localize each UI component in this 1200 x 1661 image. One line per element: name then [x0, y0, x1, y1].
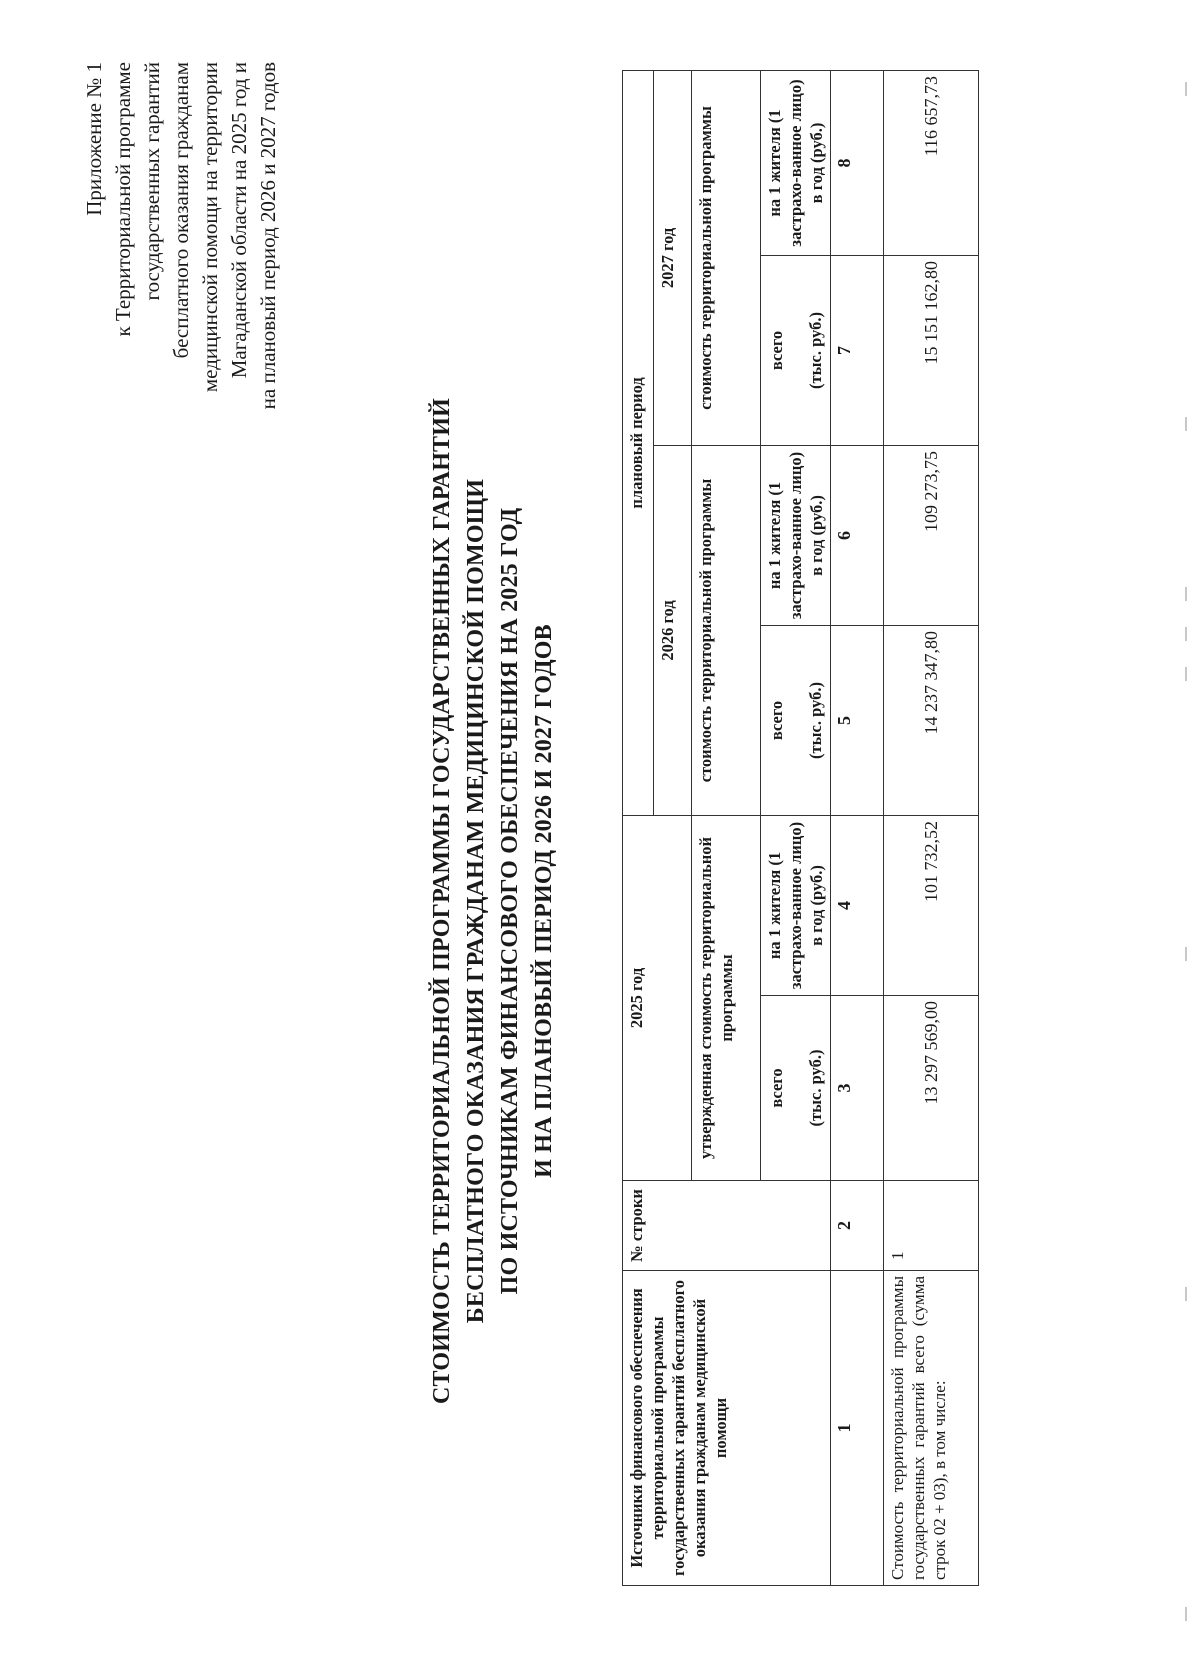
- title-line: ПО ИСТОЧНИКАМ ФИНАНСОВОГО ОБЕСПЕЧЕНИЯ НА 2025 ГОД: [497, 507, 523, 1295]
- header-total-2027: [761, 255, 831, 445]
- total-label: всего: [766, 330, 786, 371]
- header-row-1: [623, 70, 654, 1585]
- annex-line: бесплатного оказания гражданам: [169, 62, 193, 359]
- column-number: 1: [831, 1271, 884, 1586]
- column-number-row: [831, 70, 884, 1585]
- total-2026-cell: 14 237 347,80: [884, 625, 979, 815]
- header-total-2026: [761, 625, 831, 815]
- total-unit: (тыс. руб.): [805, 1049, 825, 1127]
- total-unit: (тыс. руб.): [805, 312, 825, 389]
- cost-table: [622, 70, 979, 1586]
- title-line: И НА ПЛАНОВЫЙ ПЕРИОД 2026 И 2027 ГОДОВ: [531, 624, 557, 1178]
- header-per-capita-2026: на 1 жителя (1 застрахо-ванное лицо) в год (руб.): [761, 445, 831, 625]
- header-approved-cost: утвержденная стоимость территориальной программы: [692, 815, 761, 1180]
- header-cost-2027: стоимость территориальной программы: [692, 70, 761, 445]
- total-label: всего: [766, 700, 786, 741]
- table-row: [884, 70, 979, 1585]
- per-capita-2026-cell: 109 273,75: [884, 445, 979, 625]
- row-label: Стоимость территориальной программы государственных гарантий всего (сумма строк 02 + 03), в том числе:: [884, 1271, 979, 1586]
- annex-note: [80, 62, 283, 702]
- annex-line: медицинской помощи на территории: [198, 62, 222, 393]
- total-2027-cell: 15 151 162,80: [884, 255, 979, 445]
- column-number: 2: [831, 1181, 884, 1271]
- total-unit: (тыс. руб.): [805, 682, 825, 759]
- total-label: всего: [766, 1068, 786, 1108]
- annex-line: к Территориальной программе: [111, 62, 135, 337]
- document-title: [425, 291, 561, 1511]
- annex-line: Приложение № 1: [82, 62, 106, 216]
- header-year-2027: 2027 год: [654, 70, 692, 445]
- title-line: СТОИМОСТЬ ТЕРРИТОРИАЛЬНОЙ ПРОГРАММЫ ГОСУДАРСТВЕННЫХ ГАРАНТИЙ: [429, 397, 455, 1405]
- title-line: БЕСПЛАТНОГО ОКАЗАНИЯ ГРАЖДАНАМ МЕДИЦИНСКОЙ ПОМОЩИ: [463, 478, 489, 1324]
- column-number: 5: [831, 625, 884, 815]
- header-sources: Источники финансового обеспечения территориальной программы государственных гарантий бесплатного оказания гражданам медицинской помощи: [623, 1271, 831, 1586]
- column-number: 4: [831, 815, 884, 995]
- header-planning-period: плановый период: [623, 70, 654, 815]
- header-line-no: № строки: [623, 1181, 831, 1271]
- column-number: 6: [831, 445, 884, 625]
- column-number: 8: [831, 70, 884, 255]
- header-per-capita-2027: на 1 жителя (1 застрахо-ванное лицо) в год (руб.): [761, 70, 831, 255]
- scan-margin-marks: [1185, 0, 1200, 1661]
- header-total-2025: [761, 996, 831, 1181]
- header-per-capita-2025: на 1 жителя (1 застрахо-ванное лицо) в год (руб.): [761, 815, 831, 995]
- header-year-2026: 2026 год: [654, 445, 692, 815]
- column-number: 7: [831, 255, 884, 445]
- annex-line: на плановый период 2026 и 2027 годов: [256, 62, 280, 410]
- annex-line: Магаданской области на 2025 год и: [227, 62, 251, 379]
- per-capita-2027-cell: 116 657,73: [884, 70, 979, 255]
- per-capita-2025-cell: 101 732,52: [884, 815, 979, 995]
- header-cost-2026: стоимость территориальной программы: [692, 445, 761, 815]
- total-2025-cell: 13 297 569,00: [884, 996, 979, 1181]
- annex-line: государственных гарантий: [140, 62, 164, 301]
- row-line-no: 1: [884, 1181, 979, 1271]
- column-number: 3: [831, 996, 884, 1181]
- header-year-2025: 2025 год: [623, 815, 692, 1180]
